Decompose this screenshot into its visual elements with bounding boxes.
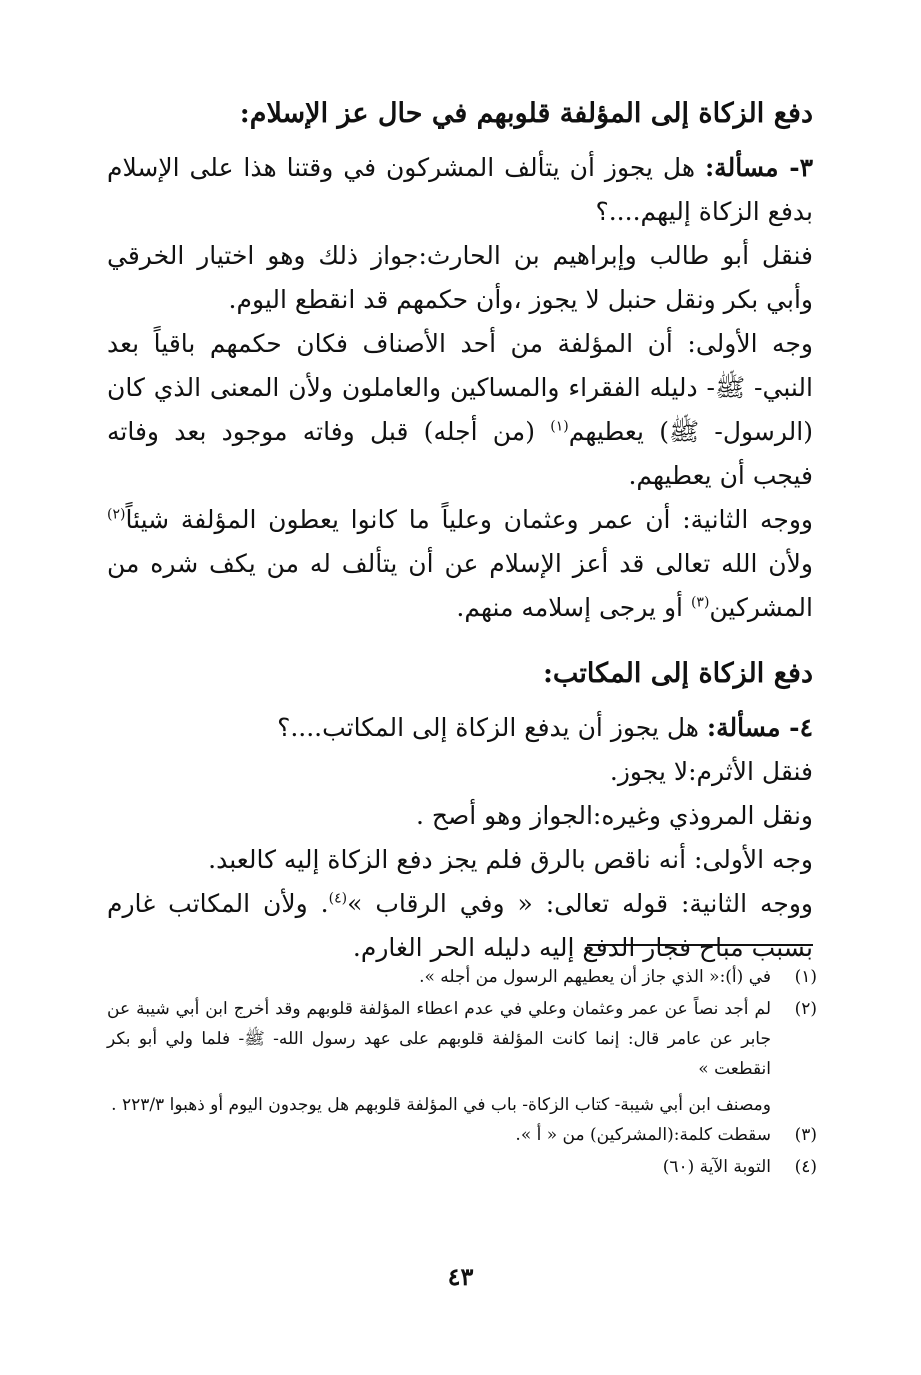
footnote-2-continuation: ومصنف ابن أبي شيبة- كتاب الزكاة- باب في المؤلفة قلوبهم هل يوجدون اليوم أو ذهبوا ٢٢٣/٣ .: [111, 1095, 771, 1115]
footnote-divider: [587, 944, 813, 946]
paragraph-first-view: [107, 322, 813, 498]
footnote-text: في (أ):« الذي جاز أن يعطيهم الرسول من أجله ».: [419, 967, 771, 987]
question-3-label: ٣- مسألة:: [704, 153, 814, 182]
paragraph-narration: فنقل أبو طالب وإبراهيم بن الحارث:جواز ذلك وهو اختيار الخرقي وأبي بكر ونقل حنبل لا يجوز ،وأن حكمهم قد انقطع اليوم.: [107, 241, 813, 314]
main-text: [107, 92, 813, 970]
footnote-number: (٢): [794, 999, 817, 1019]
line-athram: فنقل الأثرم:لا يجوز.: [609, 757, 813, 786]
first-view-text-a: وجه الأولى: أن المؤلفة من أحد الأصناف فكان حكمهم باقياً بعد النبي- ﷺ- دليله الفقراء والمساكين والعاملون ولأن المعنى الذي كان (الرسول- ﷺ) يعطيهم: [107, 329, 813, 446]
line-first-view: وجه الأولى: أنه ناقص بالرق فلم يجز دفع الزكاة إليه كالعبد.: [208, 845, 813, 874]
section-heading-2: دفع الزكاة إلى المكاتب:: [542, 658, 813, 689]
footnote-3: [107, 1120, 817, 1150]
question-4-label: ٤- مسألة:: [706, 713, 813, 742]
footnote-ref-4: (٤): [328, 890, 348, 907]
section-heading-1: دفع الزكاة إلى المؤلفة قلوبهم في حال عز الإسلام:: [239, 98, 813, 129]
footnote-ref-1: (١): [550, 418, 569, 435]
footnote-text: لم أجد نصاً عن عمر وعثمان وعلي في عدم اعطاء المؤلفة قلوبهم وقد أخرج ابن أبي شيبة عن جابر عن عامر قال: إنما كانت المؤلفة قلوبهم على عهد رسول الله- ﷺ- فلما ولي أبو بكر انقطعت »: [107, 999, 771, 1079]
second-view-text-b: ولأن الله تعالى قد أعز الإسلام عن أن يتألف له من يكف شره من المشركين: [107, 549, 813, 622]
question-4-text: هل يجوز أن يدفع الزكاة إلى المكاتب....؟: [277, 713, 699, 742]
footnote-ref-2: (٢): [107, 506, 126, 523]
second-view-text-a: ووجه الثانية: أن عمر وعثمان وعلياً ما كانوا يعطون المؤلفة شيئاً: [125, 505, 813, 534]
question-3: [107, 146, 813, 234]
question-4: [107, 706, 813, 750]
footnote-text: سقطت كلمة:(المشركين) من « أ ».: [515, 1125, 771, 1145]
footnote-number: (٤): [794, 1157, 817, 1177]
footnote-2: [107, 994, 817, 1084]
paragraph-second-view: [107, 498, 813, 630]
second-view-2-text-b: . ولأن المكاتب غارم بسبب مباح فجاز الدفع إليه دليله الحر الغارم.: [107, 889, 813, 962]
line-marwazi: ونقل المروذي وغيره:الجواز وهو أصح .: [416, 801, 813, 830]
paragraph-second-view-2: [107, 882, 813, 970]
footnote-4: [107, 1152, 817, 1182]
first-view-text-b: (من أجله) قبل وفاته موجود بعد وفاته فيجب أن يعطيهم.: [107, 417, 813, 490]
footnote-number: (٣): [794, 1125, 817, 1145]
second-view-text-c: أو يرجى إسلامه منهم.: [456, 593, 683, 622]
footnote-1: [107, 962, 817, 992]
footnote-number: (١): [794, 967, 817, 987]
question-3-text: هل يجوز أن يتألف المشركون في وقتنا هذا على الإسلام بدفع الزكاة إليهم....؟: [107, 153, 813, 226]
footnote-text: التوبة الآية (٦٠): [662, 1157, 771, 1177]
page-number: ٤٣: [447, 1262, 474, 1291]
footnote-ref-3: (٣): [690, 594, 710, 611]
second-view-2-text-a: ووجه الثانية: قوله تعالى: « وفي الرقاب »: [347, 889, 813, 918]
footnotes: [107, 962, 817, 1184]
